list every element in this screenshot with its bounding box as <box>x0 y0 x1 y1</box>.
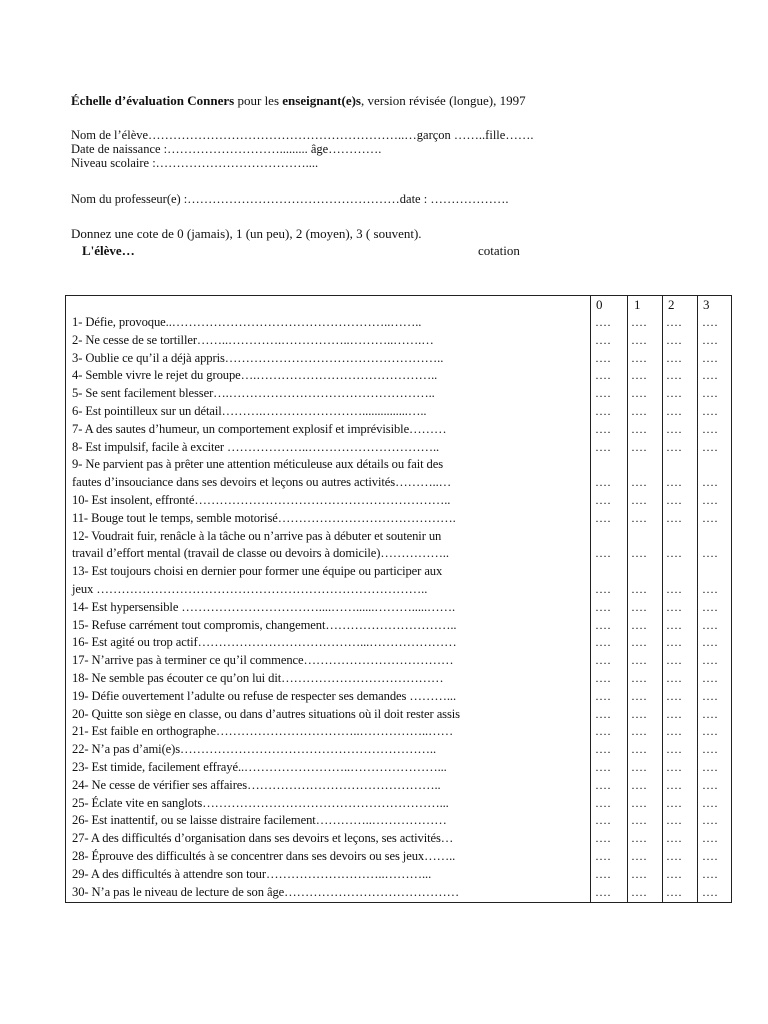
score-cell-0[interactable]: …. <box>595 368 611 383</box>
score-cell-1[interactable]: …. <box>631 421 647 436</box>
score-cell-0[interactable]: …. <box>595 315 611 329</box>
title-audience: enseignant(e)s <box>282 93 361 108</box>
score-cell-2[interactable]: …. <box>666 493 682 507</box>
score-cell-3[interactable]: …. <box>702 760 718 774</box>
item-text: 29- A des difficultés à attendre son tour………………………..………... <box>72 866 432 881</box>
score-cell-0[interactable]: …. <box>595 742 611 757</box>
table-row <box>66 759 731 777</box>
score-cell-2[interactable]: …. <box>666 760 682 774</box>
score-cell-2[interactable]: …. <box>666 582 682 596</box>
birth-date-field[interactable]: Date de naissance :………………………......... âge…………. <box>71 142 382 156</box>
score-cell-3[interactable]: …. <box>702 332 718 347</box>
score-cell-3[interactable]: …. <box>702 404 718 418</box>
item-text: 13- Est toujours choisi en dernier pour former une équipe ou participer aux <box>72 564 443 579</box>
column-header-2: 2 <box>668 297 675 312</box>
table-row <box>66 456 731 474</box>
table-row <box>66 350 731 368</box>
score-cell-1[interactable]: …. <box>631 404 647 418</box>
item-text: 19- Défie ouvertement l’adulte ou refuse de respecter ses demandes ………... <box>72 688 457 703</box>
item-text: jeux …………………………………………………………………….. <box>72 582 428 596</box>
table-row <box>66 777 731 795</box>
table-row <box>66 599 731 617</box>
score-cell-1[interactable]: …. <box>631 332 647 347</box>
score-cell-2[interactable]: …. <box>666 475 682 490</box>
score-cell-1[interactable]: …. <box>631 724 647 739</box>
item-text: 9- Ne parvient pas à prêter une attention méticuleuse aux détails ou fait des <box>72 457 444 472</box>
item-text: 11- Bouge tout le temps, semble motorisé……………………………………. <box>72 510 456 525</box>
score-cell-1[interactable]: …. <box>631 368 647 383</box>
score-cell-0[interactable]: …. <box>595 706 611 721</box>
item-text: 10- Est insolent, effronté…………………………………………………….. <box>72 493 451 507</box>
score-cell-1[interactable]: …. <box>631 831 647 846</box>
form-title <box>71 93 526 109</box>
score-cell-3[interactable]: …. <box>702 706 718 721</box>
score-cell-2[interactable]: …. <box>666 866 682 881</box>
score-cell-1[interactable]: …. <box>631 884 647 899</box>
item-text: 5- Se sent facilement blesser….………………………………………….. <box>72 386 435 401</box>
score-cell-3[interactable]: …. <box>702 510 718 525</box>
score-cell-0[interactable]: …. <box>595 617 611 632</box>
score-cell-3[interactable]: …. <box>702 866 718 881</box>
column-header-1: 1 <box>634 297 641 312</box>
item-text: 1- Défie, provoque..……………………………………………..…….. <box>72 315 422 329</box>
table-row <box>66 385 731 403</box>
score-cell-3[interactable]: …. <box>702 546 718 561</box>
item-text: 23- Est timide, facilement effrayé..……………………..…………………... <box>72 760 447 774</box>
table-row <box>66 367 731 385</box>
item-text: 17- N’arrive pas à terminer ce qu’il commence……………………………… <box>72 653 454 668</box>
score-cell-0[interactable]: …. <box>595 439 611 454</box>
item-text: 4- Semble vivre le rejet du groupe….…………………………………….. <box>72 368 438 383</box>
table-row <box>66 848 731 866</box>
score-cell-0[interactable]: …. <box>595 724 611 739</box>
score-cell-1[interactable]: …. <box>631 866 647 881</box>
score-cell-1[interactable]: …. <box>631 617 647 632</box>
item-text: 30- N’a pas le niveau de lecture de son âge…………………………………… <box>72 884 460 899</box>
score-cell-2[interactable]: …. <box>666 404 682 418</box>
item-text: travail d’effort mental (travail de classe ou devoirs à domicile)…………….. <box>72 546 449 561</box>
score-cell-3[interactable]: …. <box>702 653 718 668</box>
score-cell-2[interactable]: …. <box>666 884 682 899</box>
table-row <box>66 545 731 563</box>
score-cell-3[interactable]: …. <box>702 582 718 596</box>
item-text: 12- Voudrait fuir, renâcle à la tâche ou n’arrive pas à débuter et soutenir un <box>72 528 442 543</box>
score-cell-3[interactable]: …. <box>702 368 718 383</box>
score-cell-2[interactable]: …. <box>666 386 682 401</box>
score-cell-0[interactable]: …. <box>595 831 611 846</box>
score-cell-1[interactable]: …. <box>631 599 647 614</box>
score-cell-0[interactable]: …. <box>595 884 611 899</box>
score-cell-0[interactable]: …. <box>595 386 611 401</box>
score-cell-3[interactable]: …. <box>702 671 718 685</box>
score-cell-1[interactable]: …. <box>631 350 647 365</box>
score-cell-0[interactable]: …. <box>595 795 611 810</box>
item-text: 8- Est impulsif, facile à exciter ………………..………………………….. <box>72 439 440 454</box>
item-text: 14- Est hypersensible ……………………………....……......……….....……. <box>72 599 456 614</box>
score-cell-2[interactable]: …. <box>666 777 682 792</box>
score-cell-2[interactable]: …. <box>666 671 682 685</box>
score-cell-0[interactable]: …. <box>595 777 611 792</box>
score-cell-0[interactable]: …. <box>595 760 611 774</box>
table-row <box>66 670 731 688</box>
score-cell-3[interactable]: …. <box>702 688 718 703</box>
score-cell-0[interactable]: …. <box>595 582 611 596</box>
score-cell-3[interactable]: …. <box>702 350 718 365</box>
score-cell-1[interactable]: …. <box>631 795 647 810</box>
score-cell-3[interactable]: …. <box>702 777 718 792</box>
table-row <box>66 741 731 759</box>
score-cell-1[interactable]: …. <box>631 653 647 668</box>
score-cell-2[interactable]: …. <box>666 635 682 650</box>
table-row <box>66 581 731 599</box>
score-cell-0[interactable]: …. <box>595 404 611 418</box>
score-cell-0[interactable]: …. <box>595 421 611 436</box>
item-text: 28- Éprouve des difficultés à se concentrer dans ses devoirs ou ses jeux…….. <box>72 849 456 863</box>
score-cell-3[interactable]: …. <box>702 849 718 863</box>
table-row <box>66 528 731 546</box>
score-cell-3[interactable]: …. <box>702 813 718 828</box>
score-cell-2[interactable]: …. <box>666 421 682 436</box>
table-row <box>66 332 731 350</box>
table-row <box>66 795 731 813</box>
score-cell-0[interactable]: …. <box>595 546 611 561</box>
score-cell-0[interactable]: …. <box>595 599 611 614</box>
score-cell-3[interactable]: …. <box>702 884 718 899</box>
table-row <box>66 492 731 510</box>
item-text: 15- Refuse carrément tout compromis, changement………………………….. <box>72 617 457 632</box>
item-text: 6- Est pointilleux sur un détail……….……………………...............….. <box>72 404 427 418</box>
table-row <box>66 403 731 421</box>
column-header-3: 3 <box>703 297 710 312</box>
item-text: 3- Oublie ce qu’il a déjà appris…………………………………………….. <box>72 350 444 365</box>
table-row <box>66 812 731 830</box>
score-cell-2[interactable]: …. <box>666 439 682 454</box>
score-cell-0[interactable]: …. <box>595 813 611 828</box>
score-cell-3[interactable]: …. <box>702 315 718 329</box>
table-row <box>66 474 731 492</box>
item-text: 21- Est faible en orthographe……………………………..……………..…… <box>72 724 454 739</box>
title-version: , version révisée (longue), 1997 <box>360 93 526 108</box>
score-cell-2[interactable]: …. <box>666 332 682 347</box>
table-row <box>66 706 731 724</box>
item-text: 20- Quitte son siège en classe, ou dans d’autres situations où il doit rester assis <box>72 706 460 721</box>
score-cell-3[interactable]: …. <box>702 795 718 810</box>
score-cell-2[interactable]: …. <box>666 724 682 739</box>
score-cell-1[interactable]: …. <box>631 439 647 454</box>
score-cell-2[interactable]: …. <box>666 706 682 721</box>
score-cell-1[interactable]: …. <box>631 315 647 329</box>
score-cell-2[interactable]: …. <box>666 599 682 614</box>
score-cell-1[interactable]: …. <box>631 635 647 650</box>
table-row <box>66 884 731 902</box>
table-row <box>66 510 731 528</box>
score-cell-1[interactable]: …. <box>631 742 647 757</box>
score-cell-2[interactable]: …. <box>666 368 682 383</box>
score-cell-2[interactable]: …. <box>666 510 682 525</box>
score-cell-2[interactable]: …. <box>666 849 682 863</box>
score-cell-1[interactable]: …. <box>631 475 647 490</box>
table-row <box>66 421 731 439</box>
rating-instructions: Donnez une cote de 0 (jamais), 1 (un peu), 2 (moyen), 3 ( souvent). <box>71 226 422 241</box>
score-cell-3[interactable]: …. <box>702 421 718 436</box>
score-cell-0[interactable]: …. <box>595 688 611 703</box>
item-text: 26- Est inattentif, ou se laisse distraire facilement…………..……………… <box>72 813 447 828</box>
score-cell-0[interactable]: …. <box>595 493 611 507</box>
item-text: 27- A des difficultés d’organisation dans ses devoirs et leçons, ses activités… <box>72 831 454 846</box>
score-cell-0[interactable]: …. <box>595 671 611 685</box>
score-cell-2[interactable]: …. <box>666 831 682 846</box>
table-row <box>66 830 731 848</box>
score-cell-0[interactable]: …. <box>595 350 611 365</box>
score-cell-3[interactable]: …. <box>702 724 718 739</box>
score-cell-2[interactable]: …. <box>666 813 682 828</box>
score-cell-3[interactable]: …. <box>702 386 718 401</box>
score-cell-2[interactable]: …. <box>666 795 682 810</box>
student-name-field[interactable]: Nom de l’élève……………………………………………………..…garçon ……..fille……. <box>71 128 534 142</box>
score-cell-1[interactable]: …. <box>631 510 647 525</box>
score-cell-1[interactable]: …. <box>631 760 647 774</box>
score-cell-1[interactable]: …. <box>631 386 647 401</box>
score-cell-0[interactable]: …. <box>595 475 611 490</box>
score-cell-0[interactable]: …. <box>595 510 611 525</box>
score-cell-0[interactable]: …. <box>595 332 611 347</box>
table-row <box>66 439 731 457</box>
score-cell-0[interactable]: …. <box>595 635 611 650</box>
school-level-field[interactable]: Niveau scolaire :……………………………….... <box>71 156 319 170</box>
score-cell-2[interactable]: …. <box>666 617 682 632</box>
item-text: 7- A des sautes d’humeur, un comportement explosif et imprévisible……… <box>72 421 447 436</box>
score-cell-2[interactable]: …. <box>666 546 682 561</box>
score-cell-3[interactable]: …. <box>702 635 718 650</box>
score-cell-1[interactable]: …. <box>631 849 647 863</box>
score-cell-1[interactable]: …. <box>631 813 647 828</box>
table-row <box>66 563 731 581</box>
score-cell-0[interactable]: …. <box>595 653 611 668</box>
item-text: 16- Est agité ou trop actif…………………………………...………………… <box>72 635 457 650</box>
score-cell-3[interactable]: …. <box>702 493 718 507</box>
item-text: fautes d’insouciance dans ses devoirs et leçons ou autres activités………..… <box>72 475 452 490</box>
rating-table <box>65 295 732 903</box>
score-cell-3[interactable]: …. <box>702 617 718 632</box>
student-subheading: L'élève… <box>82 243 135 258</box>
score-cell-1[interactable]: …. <box>631 582 647 596</box>
score-cell-2[interactable]: …. <box>666 742 682 757</box>
item-text: 2- Ne cesse de se tortiller……..………….……………..………..…….… <box>72 332 434 347</box>
score-cell-1[interactable]: …. <box>631 493 647 507</box>
score-cell-1[interactable]: …. <box>631 777 647 792</box>
score-cell-3[interactable]: …. <box>702 599 718 614</box>
score-cell-1[interactable]: …. <box>631 546 647 561</box>
item-text: 18- Ne semble pas écouter ce qu’on lui dit………………………………… <box>72 671 444 685</box>
score-cell-3[interactable]: …. <box>702 439 718 454</box>
item-text: 24- Ne cesse de vérifier ses affaires……………………………………….. <box>72 777 441 792</box>
score-cell-3[interactable]: …. <box>702 831 718 846</box>
teacher-name-field[interactable]: Nom du professeur(e) :……………………………………………date : ………………. <box>71 192 509 206</box>
table-row <box>66 314 731 332</box>
score-cell-3[interactable]: …. <box>702 742 718 757</box>
title-scale-name: Échelle d’évaluation Conners <box>71 93 235 108</box>
table-row <box>66 688 731 706</box>
table-row <box>66 723 731 741</box>
score-cell-2[interactable]: …. <box>666 653 682 668</box>
score-cell-3[interactable]: …. <box>702 475 718 490</box>
score-cell-2[interactable]: …. <box>666 315 682 329</box>
item-text: 25- Éclate vite en sanglots…………………………………………………... <box>72 795 449 810</box>
score-cell-1[interactable]: …. <box>631 671 647 685</box>
score-cell-1[interactable]: …. <box>631 688 647 703</box>
table-row <box>66 617 731 635</box>
score-cell-2[interactable]: …. <box>666 688 682 703</box>
score-cell-2[interactable]: …. <box>666 350 682 365</box>
table-row <box>66 866 731 884</box>
table-row <box>66 652 731 670</box>
table-row <box>66 634 731 652</box>
title-connector: pour les <box>234 93 283 108</box>
score-cell-0[interactable]: …. <box>595 849 611 863</box>
column-header-0: 0 <box>596 297 603 312</box>
score-cell-0[interactable]: …. <box>595 866 611 881</box>
item-text: 22- N’a pas d’ami(e)s…………………………………………………….. <box>72 742 437 757</box>
score-cell-1[interactable]: …. <box>631 706 647 721</box>
cotation-label: cotation <box>478 243 520 258</box>
